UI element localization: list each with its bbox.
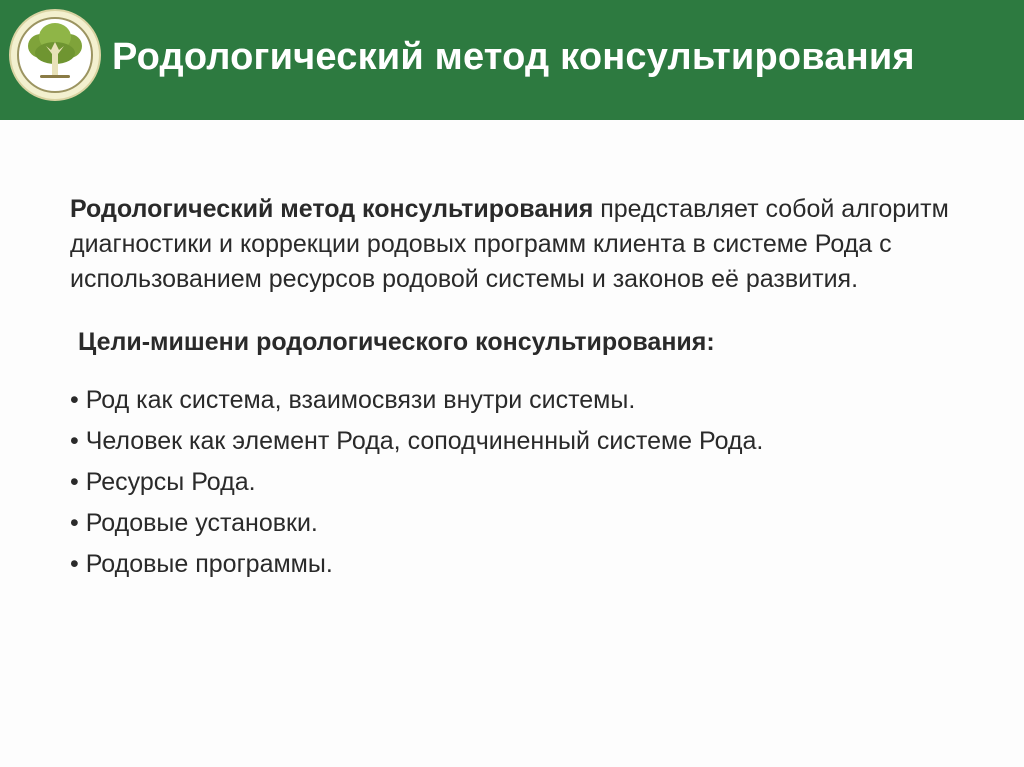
list-item: • Род как система, взаимосвязи внутри системы.: [70, 386, 636, 414]
page-title: Родологический метод консультирования: [112, 36, 915, 78]
definition-text: представляет собой алгоритм диагностики и коррекции родовых программ клиента в системе Рода с использованием ресурсов родовой системы и законов её развития.: [70, 195, 949, 293]
list-item: • Родовые установки.: [70, 509, 318, 537]
list-item: • Человек как элемент Рода, соподчиненный системе Рода.: [70, 427, 764, 455]
main-content: [70, 192, 950, 585]
tree-logo-icon: [8, 8, 102, 102]
title-bar: [0, 0, 1024, 120]
list-item: • Родовые программы.: [70, 550, 333, 578]
list-item: • Ресурсы Рода.: [70, 468, 256, 496]
goals-list: [70, 380, 950, 585]
definition-paragraph: [70, 192, 950, 297]
goals-heading: Цели-мишени родологического консультирования:: [78, 328, 715, 356]
definition-term: Родологический метод консультирования: [70, 195, 594, 223]
